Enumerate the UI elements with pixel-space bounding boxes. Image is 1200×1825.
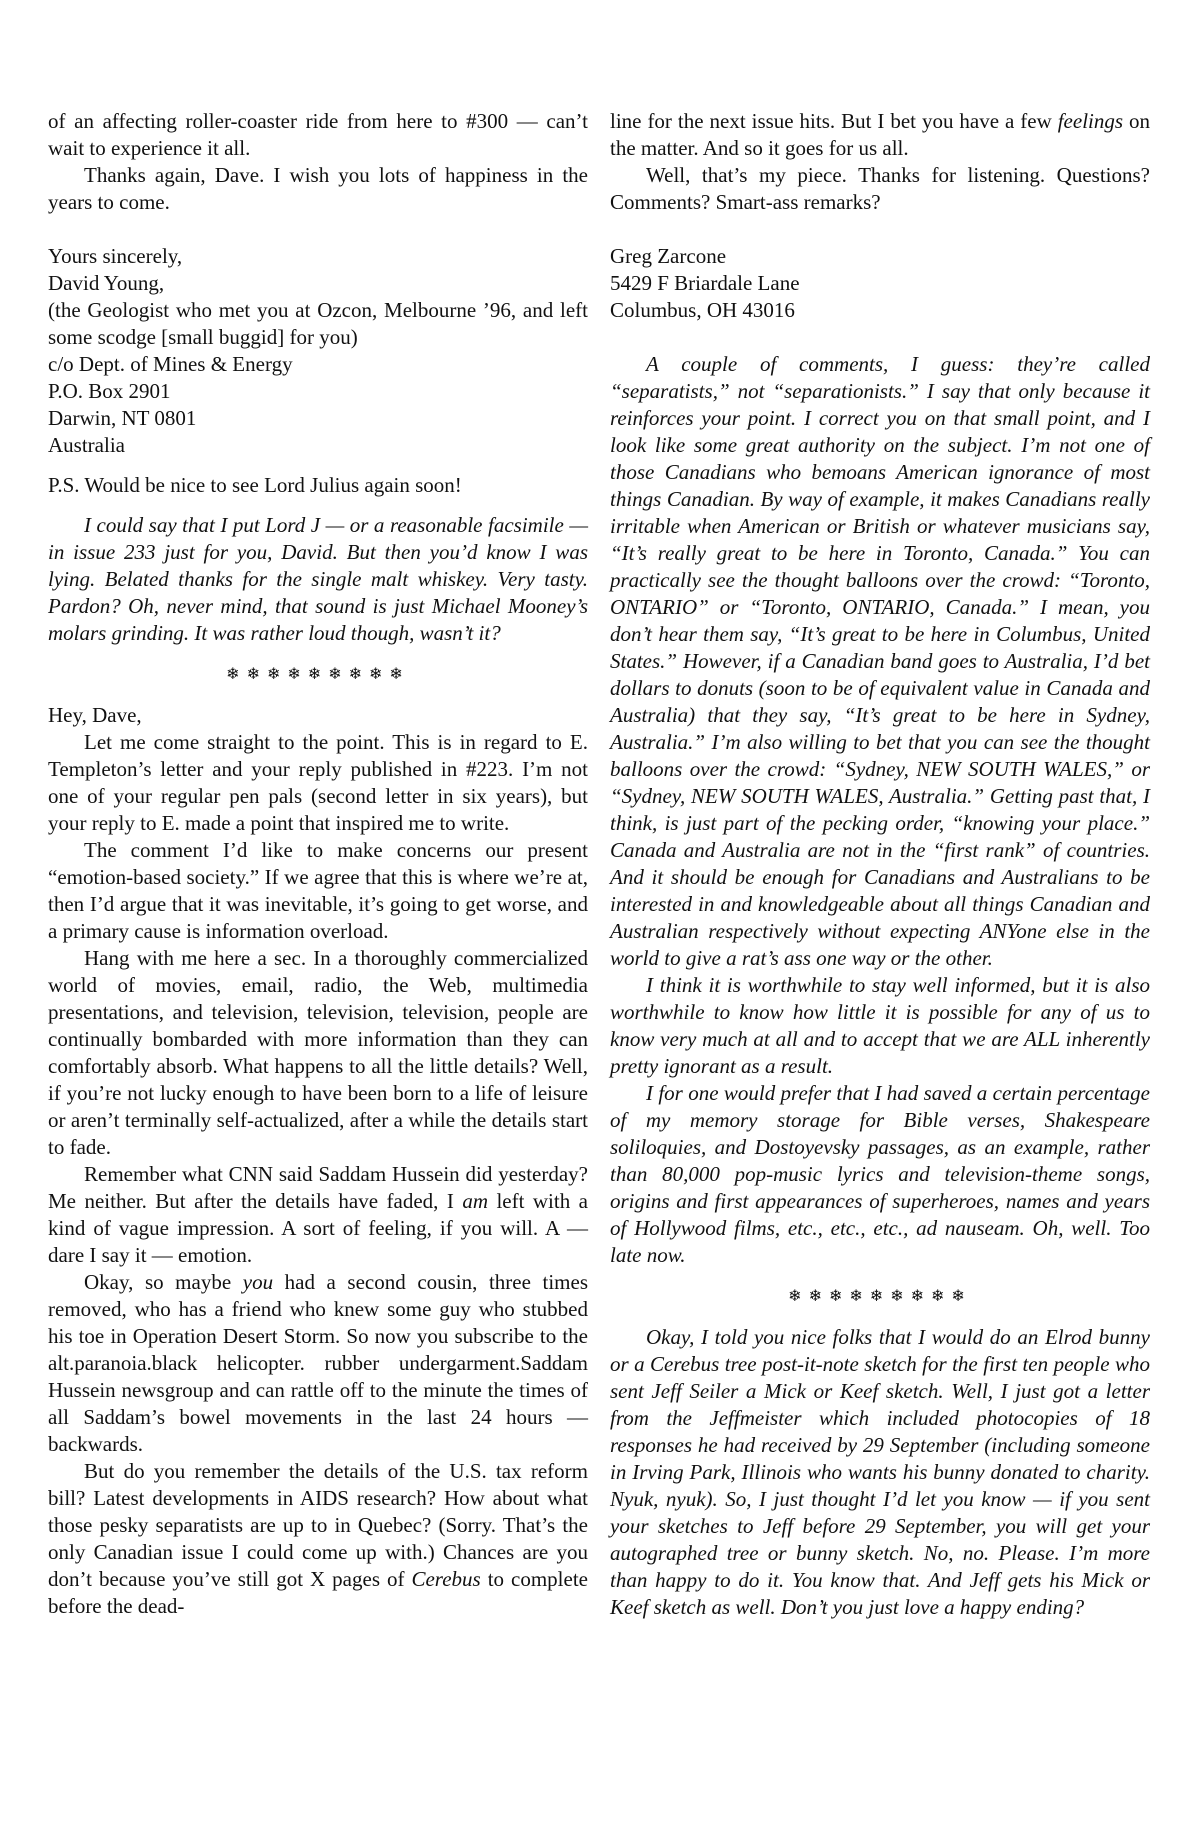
letter-paragraph: line for the next issue hits. But I bet you have a few feelings on the matter. And so it goes for us all.: [610, 109, 1151, 160]
address-line: P.O. Box 2901: [48, 379, 171, 403]
editor-reply: I think it is worthwhile to stay well informed, but it is also worthwhile to know how little it is possible for any of us to know very much at all and to accept that we are ALL inherently pretty ignorant as a result.: [610, 973, 1150, 1078]
postscript: P.S. Would be nice to see Lord Julius again soon!: [48, 473, 462, 497]
letter-paragraph: Hang with me here a sec. In a thoroughly commercialized world of movies, email, radio, the Web, multimedia presentations, and television, television, television, people are continually bombarded with more information than they can comfortably absorb. What happens to all the little details? Well, if you’re not lucky enough to have been born to a life of leisure or aren’t terminally self-actualized, after a while the details start to fade.: [48, 946, 588, 1159]
letter-thanks-paragraph: Thanks again, Dave. I wish you lots of happiness in the years to come.: [48, 163, 588, 214]
left-column: [48, 108, 588, 1620]
signature-name: David Young,: [48, 271, 165, 295]
signature-note: (the Geologist who met you at Ozcon, Melbourne ’96, and left some scodge [small buggid] for you): [48, 298, 588, 349]
letter-end-paragraph: of an affecting roller-coaster ride from here to #300 — can’t wait to experience it all.: [48, 109, 588, 160]
letter-paragraph: Let me come straight to the point. This is in regard to E. Templeton’s letter and your reply published in #223. I’m not one of your regular pen pals (second letter in six years), but your reply to E. made a point that inspired me to write.: [48, 730, 588, 835]
letter-paragraph: The comment I’d like to make concerns our present “emotion-based society.” If we agree that this is where we’re at, then I’d argue that it was inevitable, it’s going to get worse, and a primary cause is information overload.: [48, 838, 588, 943]
closing: Yours sincerely,: [48, 244, 183, 268]
section-divider-stars: ❄❄❄❄❄❄❄❄❄: [788, 1288, 972, 1305]
letter-paragraph: Okay, so maybe you had a second cousin, three times removed, who has a friend who knew some guy who stubbed his toe in Operation Desert Storm. So now you subscribe to the alt.paranoia.black helicopter. rubber undergarment.Saddam Hussein newsgroup and can rattle off to the minute the times of all Saddam’s bowel movements in the last 24 hours — backwards.: [48, 1270, 589, 1456]
section-divider-stars: ❄❄❄❄❄❄❄❄❄: [226, 666, 410, 683]
address-line: 5429 F Briardale Lane: [610, 271, 800, 295]
right-column: [610, 108, 1150, 1621]
address-line: Columbus, OH 43016: [610, 298, 795, 322]
address-line: Australia: [48, 433, 125, 457]
signature-name: Greg Zarcone: [610, 244, 727, 268]
editor-reply: I for one would prefer that I had saved a certain percentage of my memory storage for Bible verses, Shakespeare soliloquies, and Dostoyevsky passages, as an example, rather than 80,000 pop-music lyrics and television-theme songs, origins and first appearances of superheroes, names and years of Hollywood films, etc., etc., etc., ad nauseam. Oh, well. Too late now.: [610, 1081, 1150, 1267]
editor-reply: I could say that I put Lord J — or a reasonable facsimile — in issue 233 just for you, David. But then you’d know I was lying. Belated thanks for the single malt whiskey. Very tasty. Pardon? Oh, never mind, that sound is just Michael Mooney’s molars grinding. It was rather loud though, wasn’t it?: [48, 513, 588, 645]
letter-paragraph: Well, that’s my piece. Thanks for listening. Questions? Comments? Smart-ass remarks?: [610, 163, 1150, 214]
editor-reply: A couple of comments, I guess: they’re called “separatists,” not “separationists.” I say that only because it reinforces your point. I correct you on that small point, and I look like some great authority on the subject. I’m not one of those Canadians who bemoans American ignorance of most things Canadian. By way of example, it makes Canadians really irritable when American or British or whatever musicians say, “It’s really great to be here in Toronto, Canada.” You can practically see the thought balloons over the crowd: “Toronto, ONTARIO” or “Toronto, ONTARIO, Canada.” I mean, you don’t hear them say, “It’s great to be here in Columbus, United States.” However, if a Canadian band goes to Australia, I’d bet dollars to donuts (soon to be of equivalent value in Canada and Australia) that they say, “It’s great to be here in Sydney, Australia.” I’m also willing to bet that you can see the thought balloons over the crowd: “Sydney, NEW SOUTH WALES,” or “Sydney, NEW SOUTH WALES, Australia.” Getting past that, I think, is just part of the pecking order, “knowing your place.” Canada and Australia are not in the “first rank” of countries. And it should be enough for Canadians and Australians to be interested in and knowledgeable about all things Canadian and Australian respectively without expecting ANYone else in the world to give a rat’s ass one way or the other.: [610, 352, 1150, 970]
letter-paragraph: Remember what CNN said Saddam Hussein did yesterday? Me neither. But after the details have faded, I am left with a kind of vague impression. A sort of feeling, if you will. A — dare I say it — emotion.: [48, 1162, 588, 1267]
address-line: c/o Dept. of Mines & Energy: [48, 352, 293, 376]
greeting: Hey, Dave,: [48, 703, 142, 727]
address-line: Darwin, NT 0801: [48, 406, 197, 430]
letter-paragraph: But do you remember the details of the U.S. tax reform bill? Latest developments in AIDS research? How about what those pesky separatists are up to in Quebec? (Sorry. That’s the only Canadian issue I could come up with.) Chances are you don’t because you’ve still got X pages of Cerebus to complete before the dead-: [48, 1459, 588, 1618]
editor-note: Okay, I told you nice folks that I would do an Elrod bunny or a Cerebus tree post-it-note sketch for the first ten people who sent Jeff Seiler a Mick or Keef sketch. Well, I just got a letter from the Jeffmeister which included photocopies of 18 responses he had received by 29 September (including someone in Irving Park, Illinois who wants his bunny donated to charity. Nyuk, nyuk). So, I just thought I’d let you know — if you sent your sketches to Jeff before 29 September, you will get your autographed tree or bunny sketch. No, no. Please. I’m more than happy to do it. You know that. And Jeff gets his Mick or Keef sketch as well. Don’t you just love a happy ending?: [610, 1325, 1150, 1619]
